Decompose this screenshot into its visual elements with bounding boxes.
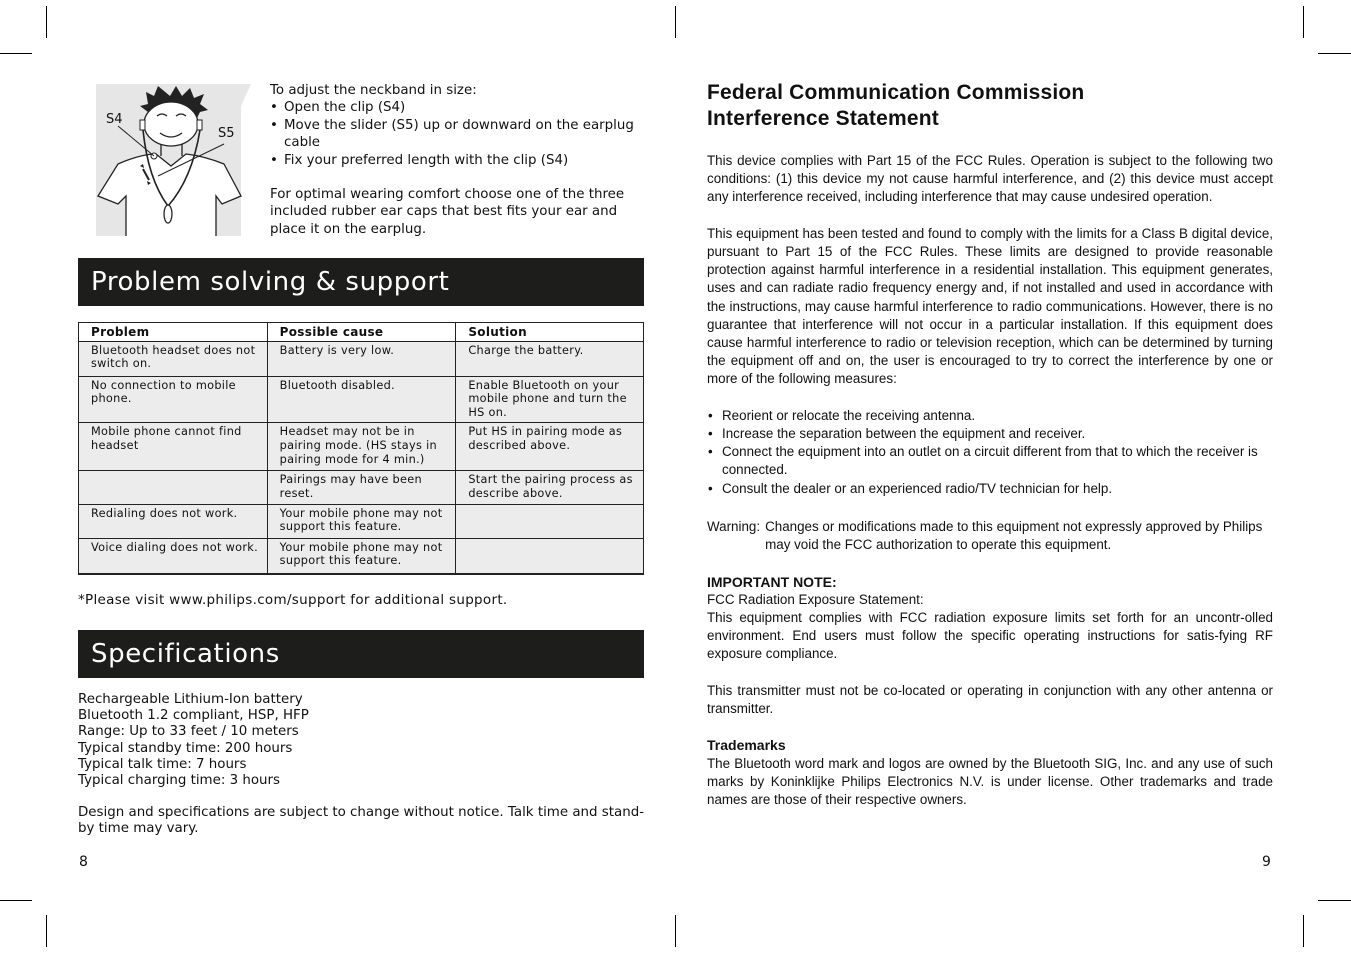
troubleshooting-table <box>78 322 644 575</box>
column-header-cause: Possible cause <box>267 323 456 342</box>
s5-label: S5 <box>218 126 235 141</box>
solution-cell <box>456 504 644 538</box>
column-header-solution: Solution <box>456 323 644 342</box>
exposure-statement-text: This equipment complies with FCC radiation exposure limits set forth for an uncontr-olled environment. End users must follow the specific operating instructions for satis-fying RF exposure compliance. <box>707 610 1273 662</box>
cause-cell: Your mobile phone may not support this feature. <box>267 538 456 574</box>
measure-item: • Increase the separation between the equipment and receiver. <box>707 425 1273 443</box>
transmitter-text: This transmitter must not be co-located or operating in conjunction with any other antenna or transmitter. <box>707 682 1273 717</box>
neckband-illustration <box>96 84 251 236</box>
specs-disclaimer: Design and specifications are subject to change without notice. Talk time and stand-by time may vary. <box>78 805 645 837</box>
crop-mark <box>0 900 32 901</box>
cause-cell: Pairings may have been reset. <box>267 471 456 504</box>
adjust-step: • Fix your preferred length with the clip (S4) <box>270 152 650 169</box>
problem-cell: Mobile phone cannot find headset <box>79 423 268 471</box>
problem-cell: Bluetooth headset does not switch on. <box>79 341 268 376</box>
crop-mark <box>1318 53 1351 54</box>
exposure-statement-title: FCC Radiation Exposure Statement: <box>707 591 924 607</box>
problem-cell: Voice dialing does not work. <box>79 538 268 574</box>
cause-cell: Battery is very low. <box>267 341 456 376</box>
warning-label: Warning: <box>707 519 761 535</box>
spec-line: Typical talk time: 7 hours <box>78 756 247 772</box>
measure-item: • Connect the equipment into an outlet on a circuit different from that to which the receiver is connected. <box>707 443 1273 479</box>
neckband-adjustment-instructions <box>270 82 650 238</box>
page-number-right: 9 <box>1262 854 1271 870</box>
trademarks-heading: Trademarks <box>707 737 786 754</box>
crop-mark <box>46 6 47 38</box>
class-b-paragraph: This equipment has been tested and found to comply with the limits for a Class B digital device, pursuant to Part 15 of the FCC Rules. These limits are designed to provide reasonable protection against harmful interference in a residential installation. This equipment generates, uses and can radiate radio frequency energy and, if not installed and used in accordance with the instructions, may cause harmful interference to radio communications. However, there is no guarantee that interference will not occur in a particular installation. If this equipment does cause harmful interference to radio or television reception, which can be determined by turning the equipment off and on, the user is encouraged to try to correct the interference by one or more of the following measures: <box>707 225 1273 387</box>
problem-solving-banner: Problem solving & support <box>78 258 644 306</box>
fcc-title-line1: Federal Communication Commission <box>707 81 1085 104</box>
fcc-statement <box>707 80 1273 809</box>
measures-list <box>707 407 1273 498</box>
important-note-heading: IMPORTANT NOTE: <box>707 573 837 590</box>
table-row <box>79 423 644 471</box>
table-header-row <box>79 323 644 342</box>
trademarks-text: The Bluetooth word mark and logos are owned by the Bluetooth SIG, Inc. and any use of such marks by Koninklijke Philips Electronics N.V. is under license. Other trademarks and trade names are those of their respective owners. <box>707 755 1273 808</box>
comfort-tip: For optimal wearing comfort choose one of the three included rubber ear caps that best fits your ear and place it on the earplug. <box>270 187 625 237</box>
adjust-intro: To adjust the neckband in size: <box>270 83 477 98</box>
adjust-step: • Open the clip (S4) <box>270 99 650 116</box>
cause-cell: Headset may not be in pairing mode. (HS stays in pairing mode for 4 min.) <box>267 423 456 471</box>
warning-block <box>707 518 1273 554</box>
measure-item: • Reorient or relocate the receiving antenna. <box>707 407 1273 425</box>
crop-mark <box>0 53 32 54</box>
spec-line: Typical charging time: 3 hours <box>78 773 281 789</box>
solution-cell: Start the pairing process as describe above. <box>456 471 644 504</box>
fcc-title <box>707 80 1273 132</box>
table-row <box>79 538 644 574</box>
page-number-left: 8 <box>79 854 88 870</box>
s4-label: S4 <box>106 112 123 127</box>
person-wearing-headset-icon <box>96 84 251 236</box>
column-header-problem: Problem <box>79 323 268 342</box>
spec-line: Typical standby time: 200 hours <box>78 740 293 756</box>
crop-mark <box>1318 900 1351 901</box>
crop-mark <box>675 6 676 38</box>
crop-mark <box>675 915 676 947</box>
table-row <box>79 504 644 538</box>
cause-cell: Bluetooth disabled. <box>267 376 456 423</box>
cause-cell: Your mobile phone may not support this feature. <box>267 504 456 538</box>
adjust-steps-list <box>270 99 650 169</box>
adjust-step: • Move the slider (S5) up or downward on the earplug cable <box>270 117 650 152</box>
specifications-list <box>78 692 648 838</box>
problem-cell <box>79 471 268 504</box>
table-row <box>79 376 644 423</box>
problem-cell: Redialing does not work. <box>79 504 268 538</box>
spec-line: Rechargeable Lithium-Ion battery <box>78 692 303 707</box>
solution-cell <box>456 538 644 574</box>
crop-mark <box>1303 6 1304 38</box>
measure-item: • Consult the dealer or an experienced radio/TV technician for help. <box>707 480 1273 498</box>
fcc-title-line2: Interference Statement <box>707 107 939 130</box>
solution-cell: Put HS in pairing mode as described above. <box>456 423 644 471</box>
crop-mark <box>46 915 47 947</box>
specifications-banner: Specifications <box>78 630 644 678</box>
solution-cell: Charge the battery. <box>456 341 644 376</box>
table-row <box>79 341 644 376</box>
support-note: *Please visit www.philips.com/support for additional support. <box>78 592 508 608</box>
warning-text: Changes or modifications made to this equipment not expressly approved by Philips may void the FCC authorization to operate this equipment. <box>765 519 1263 553</box>
spec-line: Bluetooth 1.2 compliant, HSP, HFP <box>78 708 309 724</box>
spec-line: Range: Up to 33 feet / 10 meters <box>78 724 299 740</box>
crop-mark <box>1303 915 1304 947</box>
fcc-compliance-paragraph: This device complies with Part 15 of the FCC Rules. Operation is subject to the following two conditions: (1) this device my not cause harmful interference, and (2) this device must accept any interference received, including interference that may cause undesired operation. <box>707 153 1273 205</box>
solution-cell: Enable Bluetooth on your mobile phone and turn the HS on. <box>456 376 644 423</box>
problem-cell: No connection to mobile phone. <box>79 376 268 423</box>
table-row <box>79 471 644 504</box>
